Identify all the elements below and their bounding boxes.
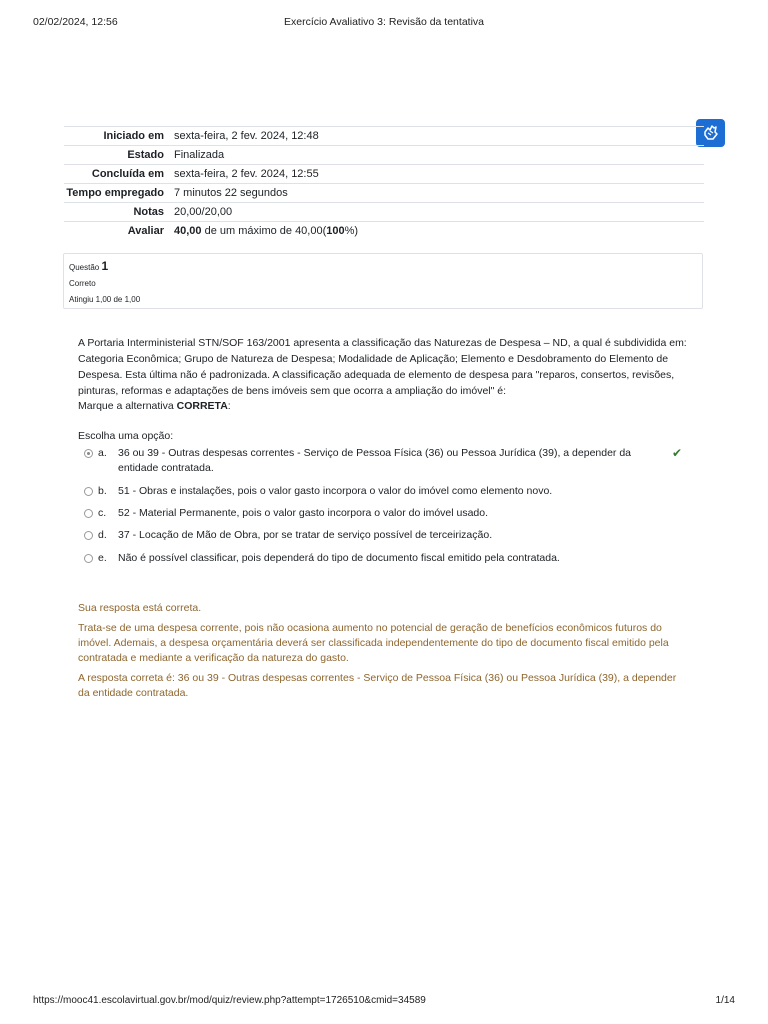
question-info-box	[63, 253, 703, 309]
choose-option-label: Escolha uma opção:	[78, 430, 174, 442]
option-letter: e.	[98, 552, 107, 564]
prompt-bold: CORRETA	[176, 400, 228, 412]
print-date: 02/02/2024, 12:56	[33, 16, 118, 28]
option-text: Não é possível classificar, pois dependerá do tipo de documento fiscal emitido pela contratada.	[118, 552, 560, 564]
prompt-start: Marque a alternativa	[78, 400, 177, 412]
question-label: Questão	[69, 263, 102, 272]
question-number-value: 1	[101, 259, 109, 273]
feedback-correct-answer: A resposta correta é: 36 ou 39 - Outras despesas correntes - Serviço de Pessoa Física (36) ou Pessoa Jurídica (39), a depender da entidade contratada.	[78, 672, 677, 699]
summary-row-marks	[64, 203, 704, 222]
summary-row-completed	[64, 165, 704, 184]
radio-b[interactable]	[84, 487, 93, 496]
summary-value: Finalizada	[174, 149, 225, 161]
question-text	[78, 335, 690, 399]
radio-e[interactable]	[84, 554, 93, 563]
radio-c[interactable]	[84, 509, 93, 518]
option-b[interactable]	[84, 484, 674, 499]
feedback-box	[78, 601, 688, 706]
radio-d[interactable]	[84, 531, 93, 540]
print-page-number: 1/14	[715, 995, 735, 1006]
attempt-summary-table	[64, 126, 704, 240]
prompt-end: :	[227, 400, 231, 412]
option-text: 52 - Material Permanente, pois o valor gasto incorpora o valor do imóvel usado.	[118, 507, 489, 519]
summary-value: sexta-feira, 2 fev. 2024, 12:48	[174, 130, 319, 142]
summary-value: sexta-feira, 2 fev. 2024, 12:55	[174, 168, 319, 180]
question-state: Correto	[69, 279, 96, 288]
question-grade: Atingiu 1,00 de 1,00	[69, 295, 141, 304]
option-text: 37 - Locação de Mão de Obra, por se tratar de serviço possível de terceirização.	[118, 529, 493, 541]
feedback-explanation: Trata-se de uma despesa corrente, pois não ocasiona aumento no potencial de geração de benefícios econômicos futuros do imóvel. Ademais, a despesa orçamentária deverá ser classificada independentemente do tipo de documento fiscal emitido pela contratada e mediante a verificação da natureza do gasto.	[78, 622, 669, 664]
check-icon: ✔	[672, 446, 683, 460]
question-number	[69, 258, 697, 276]
radio-a[interactable]	[84, 449, 93, 458]
print-header	[0, 16, 768, 30]
option-text: 51 - Obras e instalações, pois o valor gasto incorpora o valor do imóvel como elemento novo.	[118, 485, 553, 497]
print-title: Exercício Avaliativo 3: Revisão da tentativa	[284, 16, 484, 28]
sign-language-icon	[702, 124, 720, 142]
option-c[interactable]	[84, 506, 674, 521]
summary-label: Avaliar	[127, 225, 164, 237]
summary-label: Iniciado em	[103, 130, 164, 142]
option-letter: c.	[98, 507, 107, 519]
option-a[interactable]	[84, 446, 683, 476]
print-url: https://mooc41.escolavirtual.gov.br/mod/quiz/review.php?attempt=1726510&cmid=34589	[33, 995, 426, 1006]
summary-label: Tempo empregado	[66, 187, 164, 199]
option-e[interactable]	[84, 551, 674, 566]
summary-value: 20,00/20,00	[174, 206, 233, 218]
summary-label: Notas	[133, 206, 164, 218]
grade-end: %)	[344, 225, 359, 237]
summary-row-grade	[64, 222, 704, 241]
summary-label: Concluída em	[91, 168, 164, 180]
option-d[interactable]	[84, 528, 674, 543]
grade-percent: 100	[326, 225, 345, 237]
grade-score: 40,00	[174, 225, 202, 237]
summary-label: Estado	[127, 149, 164, 161]
summary-value	[174, 222, 704, 241]
grade-mid: de um máximo de 40,00(	[201, 225, 327, 237]
option-letter: b.	[98, 485, 107, 497]
summary-row-state	[64, 146, 704, 165]
feedback-status: Sua resposta está correta.	[78, 602, 202, 614]
option-letter: a.	[98, 447, 107, 459]
summary-value: 7 minutos 22 segundos	[174, 187, 288, 199]
summary-row-time-taken	[64, 184, 704, 203]
question-body: A Portaria Interministerial STN/SOF 163/2001 apresenta a classificação das Naturezas de Despesa – ND, a qual é subdividida em: Categoria Econômica; Grupo de Natureza de Despesa; Modalidade de Aplicação; Elemento e Desdobramento do Elemento de Despesa. Esta última não é padronizada. A classificação adequada de elemento de despesa para "reparos, consertos, revisões, pinturas, reformas e adaptações de bens imóveis sem que ocorra a ampliação do imóvel" é:	[78, 337, 687, 397]
option-letter: d.	[98, 529, 107, 541]
summary-row-started	[64, 127, 704, 146]
question-prompt	[78, 400, 231, 412]
option-text: 36 ou 39 - Outras despesas correntes - Serviço de Pessoa Física (36) ou Pessoa Jurídica (39), a depender da entidade contratada.	[118, 447, 632, 474]
